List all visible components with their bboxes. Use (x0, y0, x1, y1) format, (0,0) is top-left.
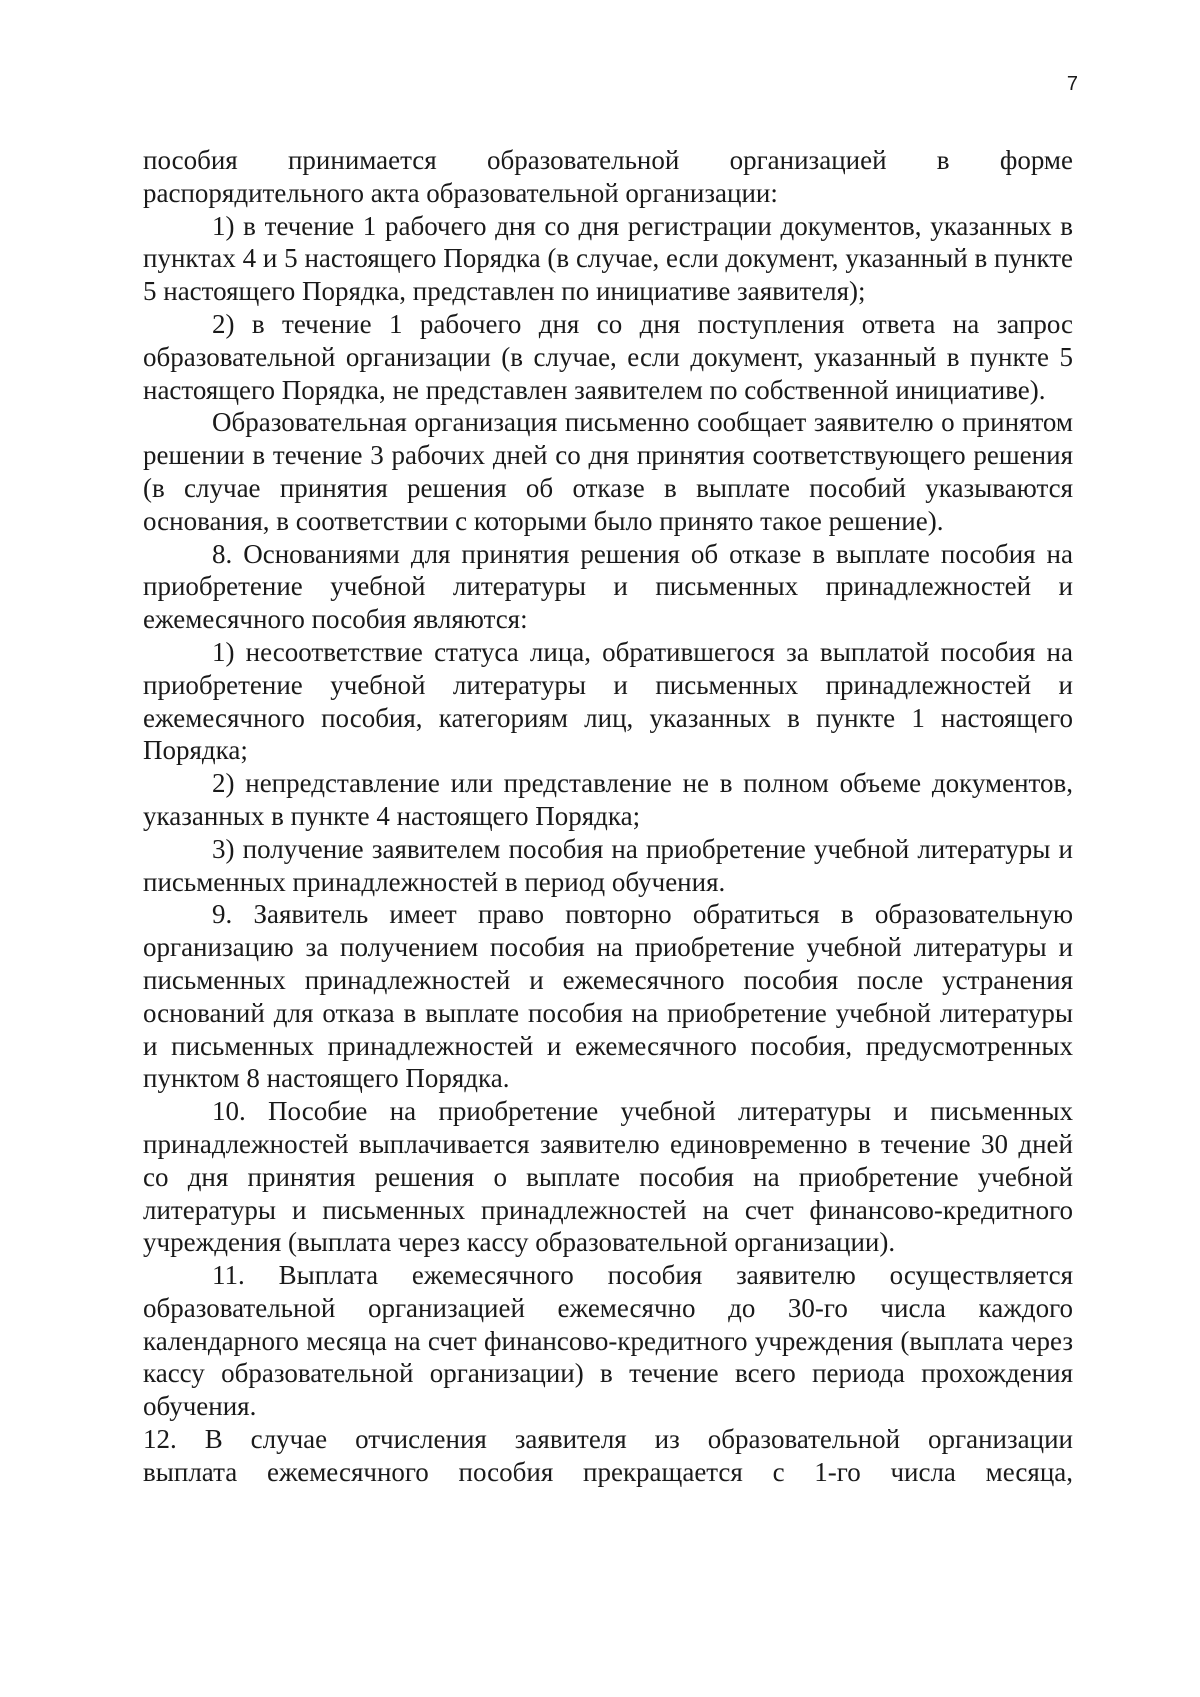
paragraph-item-8-subitem-3: 3) получение заявителем пособия на приобретение учебной литературы и письменных принадлежностей в период обучения. (143, 833, 1073, 897)
page-number: 7 (1066, 73, 1078, 95)
paragraph-item-8: 8. Основаниями для принятия решения об отказе в выплате пособия на приобретение учебной литературы и письменных принадлежностей и ежемесячного пособия являются: (143, 538, 1073, 635)
paragraph-subitem-2: 2) в течение 1 рабочего дня со дня поступления ответа на запрос образовательной организации (в случае, если документ, указанный в пункте 5 настоящего Порядка, не представлен заявителем по собственной инициативе). (143, 308, 1073, 405)
paragraph-item-12-line-1: 12. В случае отчисления заявителя из образовательной организации (143, 1424, 1073, 1455)
paragraph-continuation: пособия принимается образовательной организацией в форме распорядительного акта образовательной организации: (143, 145, 1073, 208)
paragraph-notification: Образовательная организация письменно сообщает заявителю о принятом решении в течение 3 рабочих дней со дня принятия соответствующего решения (в случае принятия решения об отказе в выплате пособий указываются основания, в соответствии с которыми было принято такое решение). (143, 407, 1073, 536)
paragraph-subitem-1: 1) в течение 1 рабочего дня со дня регистрации документов, указанных в пунктах 4 и 5 настоящего Порядка (в случае, если документ, указанный в пункте 5 настоящего Порядка, представлен по инициативе заявителя); (143, 210, 1073, 307)
paragraph-item-10: 10. Пособие на приобретение учебной литературы и письменных принадлежностей выплачивается заявителю единовременно в течение 30 дней со дня принятия решения о выплате пособия на приобретение учебной литературы и письменных принадлежностей на счет финансово-кредитного учреждения (выплата через кассу образовательной организации). (143, 1096, 1073, 1258)
paragraph-item-9: 9. Заявитель имеет право повторно обратиться в образовательную организацию за получением пособия на приобретение учебной литературы и письменных принадлежностей и ежемесячного пособия после устранения оснований для отказа в выплате пособия на приобретение учебной литературы и письменных принадлежностей и ежемесячного пособия, предусмотренных пунктом 8 настоящего Порядка. (143, 899, 1073, 1094)
paragraph-item-8-subitem-1: 1) несоответствие статуса лица, обратившегося за выплатой пособия на приобретение учебной литературы и письменных принадлежностей и ежемесячного пособия, категориям лиц, указанных в пункте 1 настоящего Порядка; (143, 636, 1073, 766)
document-body (143, 144, 1073, 1489)
paragraph-item-12-line-2: выплата ежемесячного пособия прекращается с 1-го числа месяца, (143, 1456, 1073, 1487)
paragraph-item-8-subitem-2: 2) непредставление или представление не в полном объеме документов, указанных в пункте 4 настоящего Порядка; (143, 768, 1073, 831)
paragraph-item-11: 11. Выплата ежемесячного пособия заявителю осуществляется образовательной организацией ежемесячно до 30-го числа каждого календарного месяца на счет финансово-кредитного учреждения (выплата через кассу образовательной организации) в течение всего периода прохождения обучения. (143, 1260, 1073, 1422)
